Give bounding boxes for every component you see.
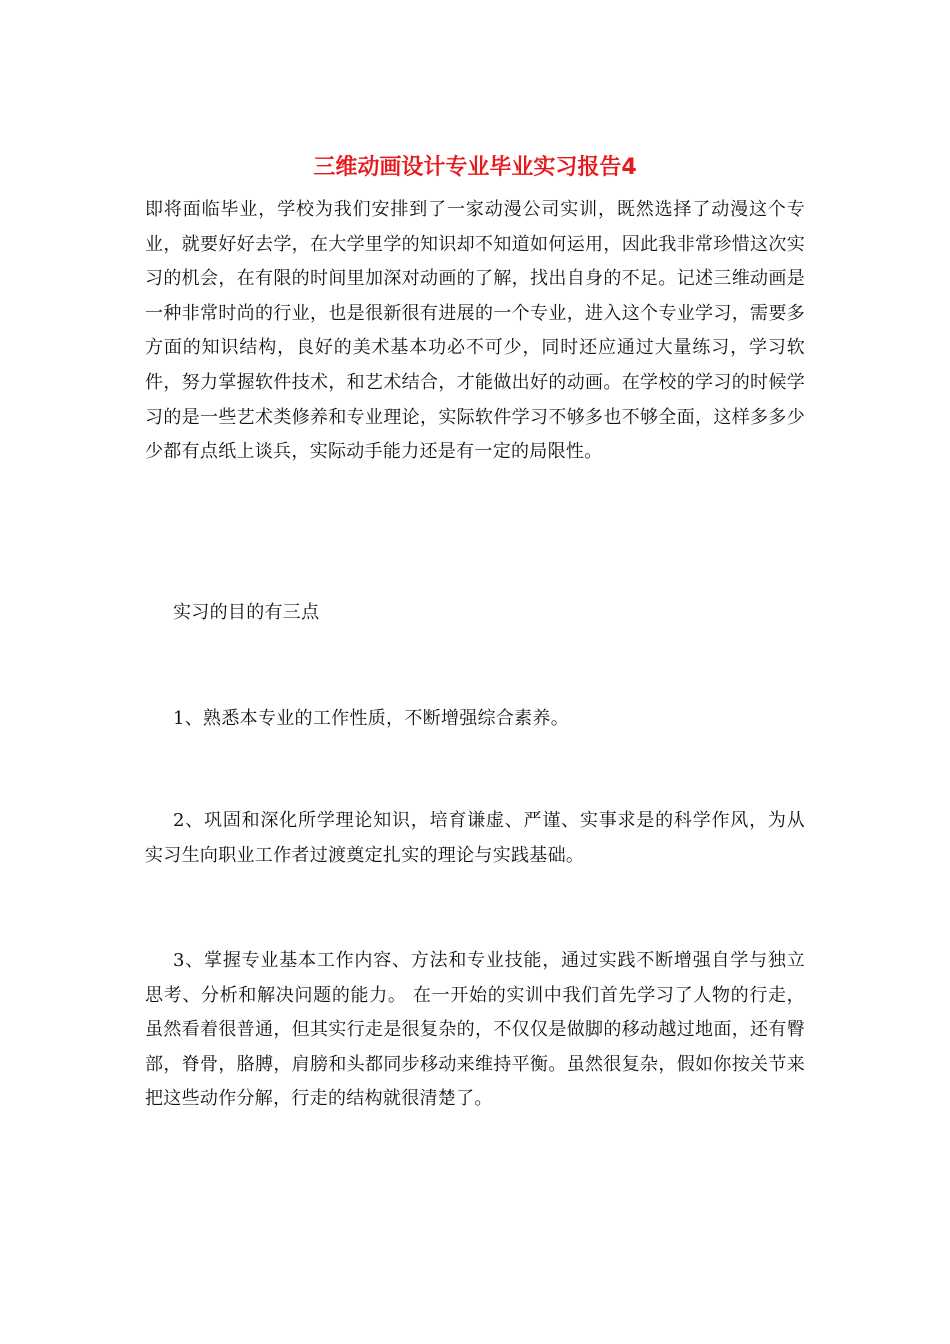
intro-paragraph: 即将面临毕业，学校为我们安排到了一家动漫公司实训，既然选择了动漫这个专业，就要好好去学，在大学里学的知识却不知道如何运用，因此我非常珍惜这次实习的机会，在有限的时间里加深对动画的了解，找出自身的不足。记述三维动画是一种非常时尚的行业，也是很新很有进展的一个专业，进入这个专业学习，需要多方面的知识结构，良好的美术基本功必不可少，同时还应通过大量练习，学习软件，努力掌握软件技术，和艺术结合，才能做出好的动画。在学校的学习的时候学习的是一些艺术类修养和专业理论，实际软件学习不够多也不够全面，这样多多少少都有点纸上谈兵，实际动手能力还是有一定的局限性。 xyxy=(145,199,805,463)
document-title: 三维动画设计专业毕业实习报告4 xyxy=(313,155,637,180)
purpose-item-2: 2、巩固和深化所学理论知识，培育谦虚、严谨、实事求是的科学作风，为从实习生向职业工作者过渡奠定扎实的理论与实践基础。 xyxy=(145,810,805,866)
purpose-item-3: 3、掌握专业基本工作内容、方法和专业技能，通过实践不断增强自学与独立思考、分析和解决问题的能力。 在一开始的实训中我们首先学习了人物的行走，虽然看着很普通，但其实行走是很复杂的，不仅仅是做脚的移动越过地面，还有臀部，脊骨，胳膊，肩膀和头都同步移动来维持平衡。虽然很复杂，假如你按关节来把这些动作分解，行走的结构就很清楚了。 xyxy=(145,950,805,1110)
purpose-item-1: 1、熟悉本专业的工作性质，不断增强综合素养。 xyxy=(173,708,570,729)
purpose-heading: 实习的目的有三点 xyxy=(173,602,320,623)
